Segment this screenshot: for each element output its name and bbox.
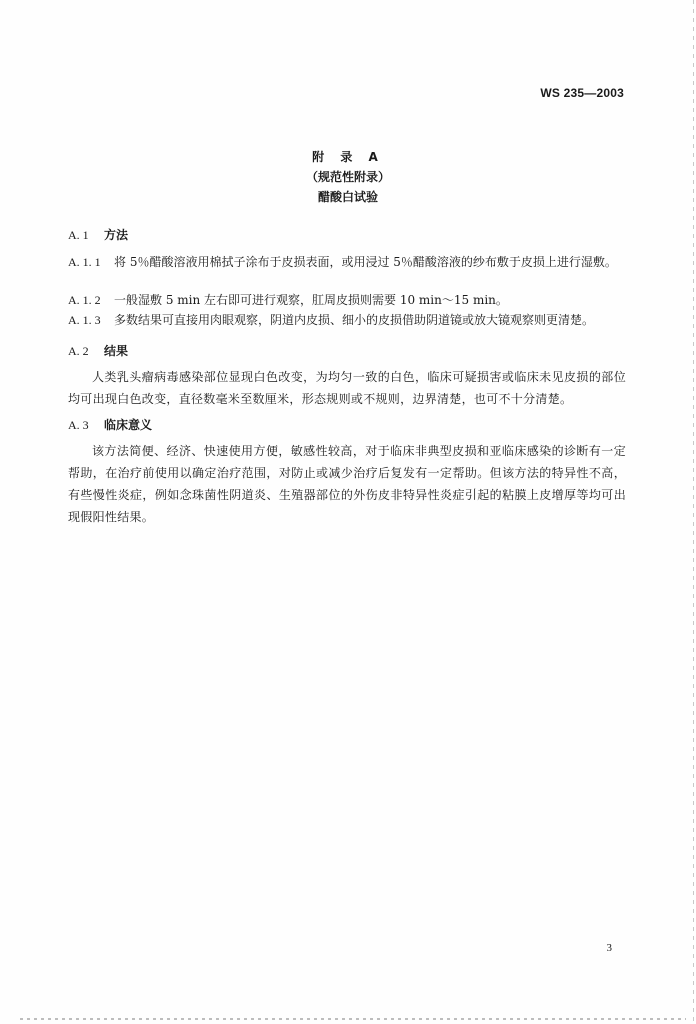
clause-a1-2-number: A. 1. 2 <box>68 293 101 307</box>
appendix-heading <box>0 147 696 207</box>
section-a2-paragraph: 人类乳头瘤病毒感染部位显现白色改变，为均匀一致的白色，临床可疑损害或临床未见皮损的部位均可出现白色改变，直径数毫米至数厘米，形态规则或不规则，边界清楚，也可不十分清楚。 <box>68 370 626 406</box>
appendix-title: 附 录 A <box>312 150 384 164</box>
page-number: 3 <box>606 942 612 954</box>
section-a3-number: A. 3 <box>68 418 89 432</box>
appendix-name: 醋酸白试验 <box>317 190 378 204</box>
section-a3-paragraph: 该方法简便、经济、快速使用方便，敏感性较高，对于临床非典型皮损和亚临床感染的诊断有一定帮助，在治疗前使用以确定治疗范围，对防止或减少治疗后复发有一定帮助。但该方法的特异性不高，有些慢性炎症，例如念珠菌性阴道炎、生殖器部位的外伤皮非特异性炎症引起的粘膜上皮增厚等均可出现假阳性结果。 <box>68 444 626 524</box>
section-a3-heading <box>68 416 152 433</box>
standard-code: WS 235—2003 <box>540 86 624 100</box>
clause-a1-3 <box>68 310 626 330</box>
section-a3-title: 临床意义 <box>104 418 153 432</box>
section-a1-number: A. 1 <box>68 228 89 242</box>
scan-bottom-noise <box>20 1018 686 1020</box>
section-a1-title: 方法 <box>104 228 129 242</box>
section-a2-heading <box>68 342 128 359</box>
section-a1-heading <box>68 226 128 243</box>
clause-a1-3-text: 多数结果可直接用肉眼观察，阴道内皮损、细小的皮损借助阴道镜或放大镜观察则更清楚。 <box>114 313 595 327</box>
clause-a1-1-number: A. 1. 1 <box>68 255 101 269</box>
section-a2-number: A. 2 <box>68 344 89 358</box>
clause-a1-2-text: 一般湿敷 5 min 左右即可进行观察，肛周皮损则需要 10 min～15 min。 <box>114 293 508 307</box>
appendix-subtitle: （规范性附录） <box>305 170 390 184</box>
clause-a1-2 <box>68 290 626 310</box>
clause-a1-1 <box>68 252 626 272</box>
clause-a1-3-number: A. 1. 3 <box>68 313 101 327</box>
clause-a1-1-text: 将 5％醋酸溶液用棉拭子涂布于皮损表面，或用浸过 5％醋酸溶液的纱布敷于皮损上进行湿敷。 <box>114 255 617 269</box>
section-a2-title: 结果 <box>104 344 129 358</box>
scan-edge-line <box>693 0 694 1024</box>
